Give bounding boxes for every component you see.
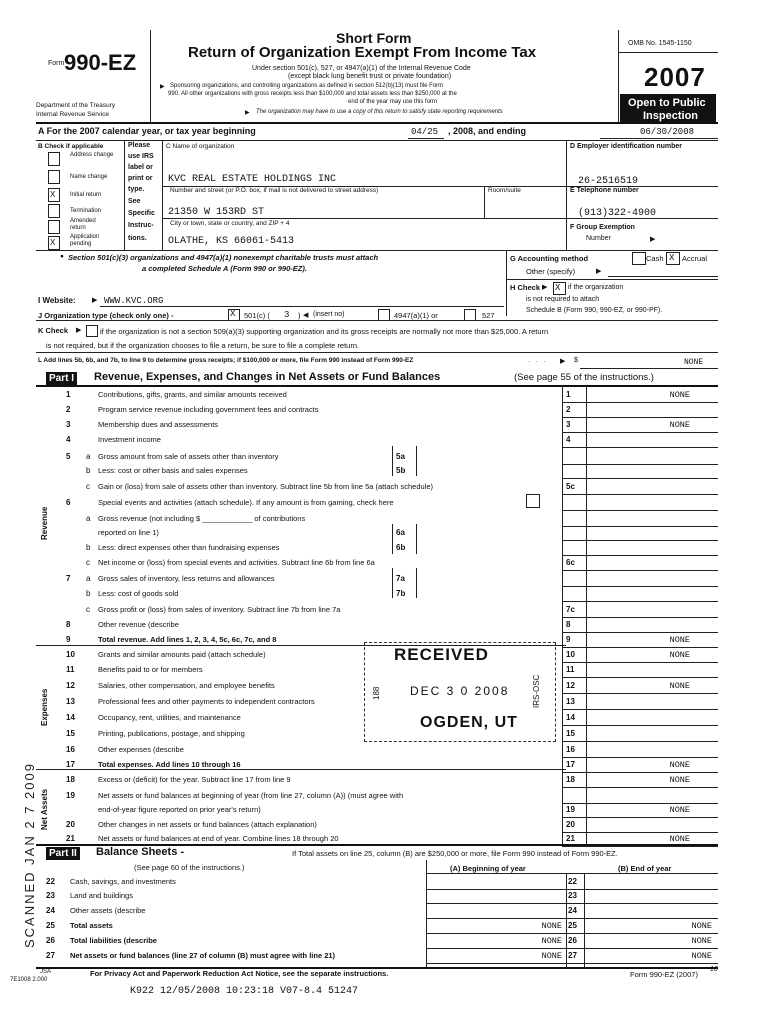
subtitle-4: 990. All other organizations with gross receipts less than $100,000 and total assets less than $250,000 at the xyxy=(168,91,457,97)
org-type-label: J Organization type (check only one) - xyxy=(38,311,174,320)
line-number: 16 xyxy=(66,745,75,754)
line-number: 1 xyxy=(66,390,71,399)
form-number: 990-EZ xyxy=(64,50,137,75)
irs-label: Internal Revenue Service xyxy=(36,111,109,118)
beginning-of-year-value[interactable]: NONE xyxy=(541,936,562,946)
org-name[interactable]: KVC REAL ESTATE HOLDINGS INC xyxy=(168,174,337,185)
amount-value[interactable]: NONE xyxy=(669,681,690,691)
batch-stamp: K922 12/05/2008 10:23:18 V07-8.4 51247 xyxy=(130,986,359,997)
mid-box-label: 5b xyxy=(396,466,406,475)
line-description: Other revenue (describe xyxy=(98,620,179,629)
amount-box-label: 16 xyxy=(566,745,575,754)
opt-4947-label: 4947(a)(1) or xyxy=(394,311,438,320)
omb-number: OMB No. 1545-1150 xyxy=(628,40,692,47)
checkbox-501c[interactable]: X xyxy=(228,309,240,321)
check-k-text: if the organization is not a section 509(a)(3) supporting organization and its gross receipts are normally not more than $25,000. A return xyxy=(100,327,549,336)
amount-box-label: 1 xyxy=(566,390,571,399)
part1-tag: Part I xyxy=(46,372,77,385)
arrow-icon: ▶ xyxy=(650,236,656,243)
arrow-icon: ▶ xyxy=(160,84,165,90)
line-description: Total assets xyxy=(70,921,113,930)
check-h-text-2: is not required to attach xyxy=(526,296,600,303)
application-pending-label: Application pending xyxy=(70,234,100,247)
check-h-label: H Check xyxy=(510,283,541,292)
amount-box-label: 17 xyxy=(566,760,575,769)
name-change-label: Name change xyxy=(70,174,108,180)
line-number: 4 xyxy=(66,435,71,444)
line-description: Gain or (loss) from sale of assets other than inventory. Subtract line 5b from line 5a (attach schedule) xyxy=(98,482,434,491)
subtitle-2: (except black lung benefit trust or private foundation) xyxy=(288,73,452,80)
org-name-label: C Name of organization xyxy=(166,143,235,150)
checkbox-gaming[interactable] xyxy=(526,494,540,508)
opt-501c-label: 501(c) ( xyxy=(244,311,270,320)
line-description: Other changes in net assets or fund balances (attach explanation) xyxy=(98,820,317,829)
line-number: 22 xyxy=(46,877,55,886)
title-short: Short Form xyxy=(336,30,412,46)
line-number: 24 xyxy=(46,906,55,915)
col-a-header: (A) Beginning of year xyxy=(450,864,526,873)
line-description: Special events and activities (attach schedule). If any amount is from gaming, check here xyxy=(98,498,394,507)
part2-tag: Part II xyxy=(46,847,80,860)
amount-box-label: 13 xyxy=(566,697,575,706)
balance-box-label: 25 xyxy=(568,921,577,930)
accounting-method-label: G Accounting method xyxy=(510,254,589,263)
arrow-icon: ▶ xyxy=(76,327,82,334)
line-description: Gross profit or (loss) from sales of inventory. Subtract line 7b from line 7a xyxy=(98,605,341,614)
ein-label: D Employer identification number xyxy=(570,143,683,150)
accrual-label: Accrual xyxy=(682,254,708,263)
address-change-label: Address change xyxy=(70,152,114,158)
balance-box-label: 23 xyxy=(568,891,577,900)
form-footer: Form 990-EZ (2007) xyxy=(630,970,698,979)
part1-title: Revenue, Expenses, and Changes in Net Assets or Fund Balances xyxy=(94,371,441,383)
termination-label: Termination xyxy=(70,208,102,214)
bullet-icon: ● xyxy=(60,253,64,260)
line-description: Net assets or fund balances (line 27 of column (B) must agree with line 21) xyxy=(70,951,336,960)
balance-box-label: 24 xyxy=(568,906,577,915)
tax-year-begin[interactable]: 04/25 xyxy=(411,127,439,137)
line-description: Total revenue. Add lines 1, 2, 3, 4, 5c, 6c, 7c, and 8 xyxy=(98,635,277,644)
section-b-label: B Check if applicable xyxy=(38,143,104,150)
line-number: 14 xyxy=(66,713,75,722)
checkbox-schedule-b[interactable]: X xyxy=(553,282,566,295)
line-number: 18 xyxy=(66,775,75,784)
line-l-dollar: $ xyxy=(574,357,578,364)
balance-box-label: 27 xyxy=(568,951,577,960)
amount-value[interactable]: NONE xyxy=(669,805,690,815)
amount-box-label: 19 xyxy=(566,805,575,814)
line-a-mid: , 2008, and ending xyxy=(448,126,527,136)
title-main: Return of Organization Exempt From Income Tax xyxy=(188,44,537,61)
check-k-text-2: is not required, but if the organization chooses to file a return, be sure to file a complete return. xyxy=(46,341,360,350)
arrow-icon: ▶ xyxy=(596,268,602,275)
subtitle-3: Sponsoring organizations, and controlling organizations as defined in section 512(b)(13) must file Form xyxy=(170,83,444,89)
line-description: Investment income xyxy=(98,435,161,444)
mid-box-label: 7b xyxy=(396,589,406,598)
line-description: Less: cost or other basis and sales expenses xyxy=(98,466,248,475)
checkbox-termination[interactable] xyxy=(48,204,60,218)
line-sub-letter: c xyxy=(86,482,90,491)
amount-box-label: 20 xyxy=(566,820,575,829)
line-description: Contributions, gifts, grants, and similar amounts received xyxy=(98,390,287,399)
amount-value[interactable]: NONE xyxy=(669,420,690,430)
501c-number[interactable]: 3 xyxy=(284,310,290,320)
initial-return-label: Initial return xyxy=(70,192,102,198)
amount-box-label: 7c xyxy=(566,605,575,614)
line-description: Land and buildings xyxy=(70,891,133,900)
line-number: 12 xyxy=(66,681,75,690)
arrow-icon: ▶ xyxy=(560,358,566,365)
section-501c3-note-2: a completed Schedule A (Form 990 or 990-EZ). xyxy=(142,264,307,273)
line-description: Net assets or fund balances at end of year. Combine lines 18 through 20 xyxy=(98,834,339,843)
mid-box-label: 5a xyxy=(396,452,405,461)
line-number: 10 xyxy=(66,650,75,659)
amount-box-label: 18 xyxy=(566,775,575,784)
line-description: Other expenses (describe xyxy=(98,745,184,754)
line-description: Membership dues and assessments xyxy=(98,420,219,429)
line-a-label: A For the 2007 calendar year, or tax year beginning xyxy=(38,126,256,136)
line-description: Excess or (deficit) for the year. Subtract line 17 from line 9 xyxy=(98,775,291,784)
line-description: Less: direct expenses other than fundraising expenses xyxy=(98,543,280,552)
end-of-year-value[interactable]: NONE xyxy=(691,921,712,931)
amount-value[interactable]: NONE xyxy=(669,834,690,844)
mid-box-label: 7a xyxy=(396,574,405,583)
line-number: 6 xyxy=(66,498,71,507)
part2-desc: If Total assets on line 25, column (B) are $250,000 or more, file Form 990 instead of Form 990-EZ. xyxy=(292,849,618,858)
line-description: reported on line 1) xyxy=(98,528,159,537)
line-description: Total liabilities (describe xyxy=(70,936,157,945)
phone-label: E Telephone number xyxy=(570,187,639,194)
opt-501c-close: ) xyxy=(298,311,301,320)
end-of-year-value[interactable]: NONE xyxy=(691,951,712,961)
line-number: 15 xyxy=(66,729,75,738)
line-number: 26 xyxy=(46,936,55,945)
line-number: 11 xyxy=(66,665,75,674)
city-state-zip[interactable]: OLATHE, KS 66061-5413 xyxy=(168,236,295,247)
amount-box-label: 21 xyxy=(566,834,575,843)
line-description: Less: cost of goods sold xyxy=(98,589,179,598)
website-label: I Website: xyxy=(38,296,76,305)
ein-value[interactable]: 26-2516519 xyxy=(578,176,639,187)
line-description: Gross revenue (not including $ ____________ of contributions xyxy=(98,514,306,523)
amount-value[interactable]: NONE xyxy=(669,650,690,660)
part2-title: Balance Sheets - xyxy=(96,846,185,858)
part2-see: (See page 60 of the instructions.) xyxy=(134,863,245,872)
street-label: Number and street (or P.O. box, if mail is not delivered to street address) xyxy=(170,187,379,194)
amount-value[interactable]: NONE xyxy=(669,775,690,785)
line-description: Benefits paid to or for members xyxy=(98,665,203,674)
amount-box-label: 6c xyxy=(566,558,575,567)
dept-treasury: Department of the Treasury xyxy=(36,102,116,109)
line-number: 7 xyxy=(66,574,71,583)
arrow-icon: ▶ xyxy=(542,284,548,291)
amount-box-label: 12 xyxy=(566,681,575,690)
subtitle-5: end of the year may use this form xyxy=(348,99,438,105)
side-label-net-assets: Net Assets xyxy=(40,788,49,830)
jsa-label: JSA xyxy=(40,969,52,975)
line-description: Gross sales of inventory, less returns and allowances xyxy=(98,574,275,583)
amount-box-label: 10 xyxy=(566,650,575,659)
checkbox-application-pending[interactable]: X xyxy=(48,236,60,250)
cash-label: Cash xyxy=(646,254,664,263)
line-description: Total expenses. Add lines 10 through 16 xyxy=(98,760,241,769)
beginning-of-year-value[interactable]: NONE xyxy=(541,951,562,961)
group-exemption-label: F Group Exemption xyxy=(570,224,635,231)
line-sub-letter: b xyxy=(86,589,91,598)
group-exemption-number-label: Number xyxy=(586,235,611,242)
check-h-text-3: Schedule B (Form 990, 990-EZ, or 990-PF). xyxy=(526,307,663,314)
amount-box-label: 14 xyxy=(566,713,575,722)
line-description: Net income or (loss) from special events and activities. Subtract line 6b from line 6a xyxy=(98,558,375,567)
city-label: City or town, state or country, and ZIP + 4 xyxy=(170,220,290,227)
arrow-left-icon: ◀ xyxy=(303,312,309,319)
room-suite-label: Room/suite xyxy=(488,187,521,194)
gross-receipts-value[interactable]: NONE xyxy=(684,358,704,367)
line-sub-letter: c xyxy=(86,558,90,567)
tax-year: 2007 xyxy=(644,62,706,92)
part1-see: (See page 55 of the instructions.) xyxy=(514,372,654,383)
amount-box-label: 15 xyxy=(566,729,575,738)
privacy-notice: For Privacy Act and Paperwork Reduction Act Notice, see the separate instructions. xyxy=(90,969,389,978)
line-description: Grants and similar amounts paid (attach schedule) xyxy=(98,650,266,659)
side-label-revenue: Revenue xyxy=(40,506,49,540)
jsa-code: 7E1008 2.000 xyxy=(10,977,48,983)
insert-no-label: (insert no) xyxy=(313,311,345,318)
line-number: 9 xyxy=(66,635,71,644)
amount-box-label: 5c xyxy=(566,482,575,491)
balance-box-label: 22 xyxy=(568,877,577,886)
amount-box-label: 3 xyxy=(566,420,571,429)
line-sub-letter: b xyxy=(86,543,91,552)
checkbox-name-change[interactable] xyxy=(48,170,60,184)
amount-box-label: 4 xyxy=(566,435,571,444)
checkbox-k[interactable] xyxy=(86,325,98,337)
open-to-public: Open to Public xyxy=(628,97,706,109)
line-sub-letter: a xyxy=(86,514,91,523)
line-sub-letter: c xyxy=(86,605,90,614)
check-k-label: K Check xyxy=(38,326,69,335)
line-description: Professional fees and other payments to independent contractors xyxy=(98,697,315,706)
scanned-stamp: SCANNED JAN 2 7 2009 xyxy=(22,762,37,948)
amount-value[interactable]: NONE xyxy=(669,390,690,400)
line-number: 13 xyxy=(66,697,75,706)
line-description: Gross amount from sale of assets other than inventory xyxy=(98,452,279,461)
line-number: 3 xyxy=(66,420,71,429)
line-description: Program service revenue including government fees and contracts xyxy=(98,405,319,414)
checkbox-cash[interactable] xyxy=(632,252,646,265)
checkbox-initial-return[interactable]: X xyxy=(48,188,60,202)
end-of-year-value[interactable]: NONE xyxy=(691,936,712,946)
check-h-text-1: if the organization xyxy=(568,284,624,291)
balance-box-label: 26 xyxy=(568,936,577,945)
line-description: Printing, publications, postage, and shipping xyxy=(98,729,245,738)
arrow-icon: ▶ xyxy=(92,297,98,304)
line-l-text: L Add lines 5b, 6b, and 7b, to line 9 to determine gross receipts; if $100,000 or more, file Form 990 instead of Form 990-EZ xyxy=(38,357,414,364)
line-number: 27 xyxy=(46,951,55,960)
other-method-label: Other (specify) xyxy=(526,267,576,276)
tax-year-end[interactable]: 06/30/2008 xyxy=(640,127,695,137)
line-description: end-of-year figure reported on prior year's return) xyxy=(98,805,261,814)
col-b-header: (B) End of year xyxy=(618,864,672,873)
amount-box-label: 9 xyxy=(566,635,571,644)
opt-527-label: 527 xyxy=(482,311,495,320)
stamp-received: RECEIVED xyxy=(394,645,489,664)
amount-box-label: 2 xyxy=(566,405,571,414)
line-description: Net assets or fund balances at beginning of year (from line 27, column (A)) (must agree with xyxy=(98,791,404,800)
line-number: 20 xyxy=(66,820,75,829)
beginning-of-year-value[interactable]: NONE xyxy=(541,921,562,931)
stamp-city: OGDEN, UT xyxy=(420,714,518,731)
street-address[interactable]: 21350 W 153RD ST xyxy=(168,207,265,218)
subtitle-6: The organization may have to use a copy of this return to satisfy state reporting requirements xyxy=(256,109,503,115)
amount-value[interactable]: NONE xyxy=(669,760,690,770)
stamp-left-code: 188 xyxy=(372,686,381,700)
line-sub-letter: a xyxy=(86,452,91,461)
inspection-label: Inspection xyxy=(643,110,699,122)
website-value[interactable]: WWW.KVC.ORG xyxy=(104,296,164,306)
line-sub-letter: b xyxy=(86,466,91,475)
line-number: 23 xyxy=(46,891,55,900)
arrow-icon: ▶ xyxy=(245,110,250,116)
line-description: Occupancy, rent, utilities, and maintenance xyxy=(98,713,241,722)
stamp-date: DEC 3 0 2008 xyxy=(410,684,510,698)
checkbox-cash-checked[interactable]: X xyxy=(666,252,680,265)
line-number: 17 xyxy=(66,760,75,769)
phone-value[interactable]: (913)322-4900 xyxy=(578,208,657,219)
line-number: 21 xyxy=(66,834,75,843)
line-number: 25 xyxy=(46,921,55,930)
mid-box-label: 6b xyxy=(396,543,406,552)
amount-box-label: 11 xyxy=(566,665,575,674)
amended-return-label: Amended return xyxy=(70,218,96,231)
line-description: Other assets (describe xyxy=(70,906,146,915)
checkbox-address-change[interactable] xyxy=(48,152,60,166)
amount-value[interactable]: NONE xyxy=(669,635,690,645)
line-number: 5 xyxy=(66,452,71,461)
line-number: 19 xyxy=(66,791,75,800)
line-number: 2 xyxy=(66,405,71,414)
section-501c3-note: Section 501(c)(3) organizations and 4947(a)(1) nonexempt charitable trusts must attach xyxy=(68,253,379,262)
mid-box-label: 6a xyxy=(396,528,405,537)
line-description: Salaries, other compensation, and employee benefits xyxy=(98,681,275,690)
amount-box-label: 8 xyxy=(566,620,571,629)
stamp-right-code: IRS-OSC xyxy=(532,674,541,708)
side-label-expenses: Expenses xyxy=(40,688,49,726)
page-mark: 10 xyxy=(710,966,718,973)
subtitle-1: Under section 501(c), 527, or 4947(a)(1) of the Internal Revenue Code xyxy=(252,65,471,72)
form-word: Form xyxy=(48,60,65,67)
line-description: Cash, savings, and investments xyxy=(70,877,176,886)
checkbox-amended-return[interactable] xyxy=(48,220,60,234)
line-number: 8 xyxy=(66,620,71,629)
line-sub-letter: a xyxy=(86,574,91,583)
